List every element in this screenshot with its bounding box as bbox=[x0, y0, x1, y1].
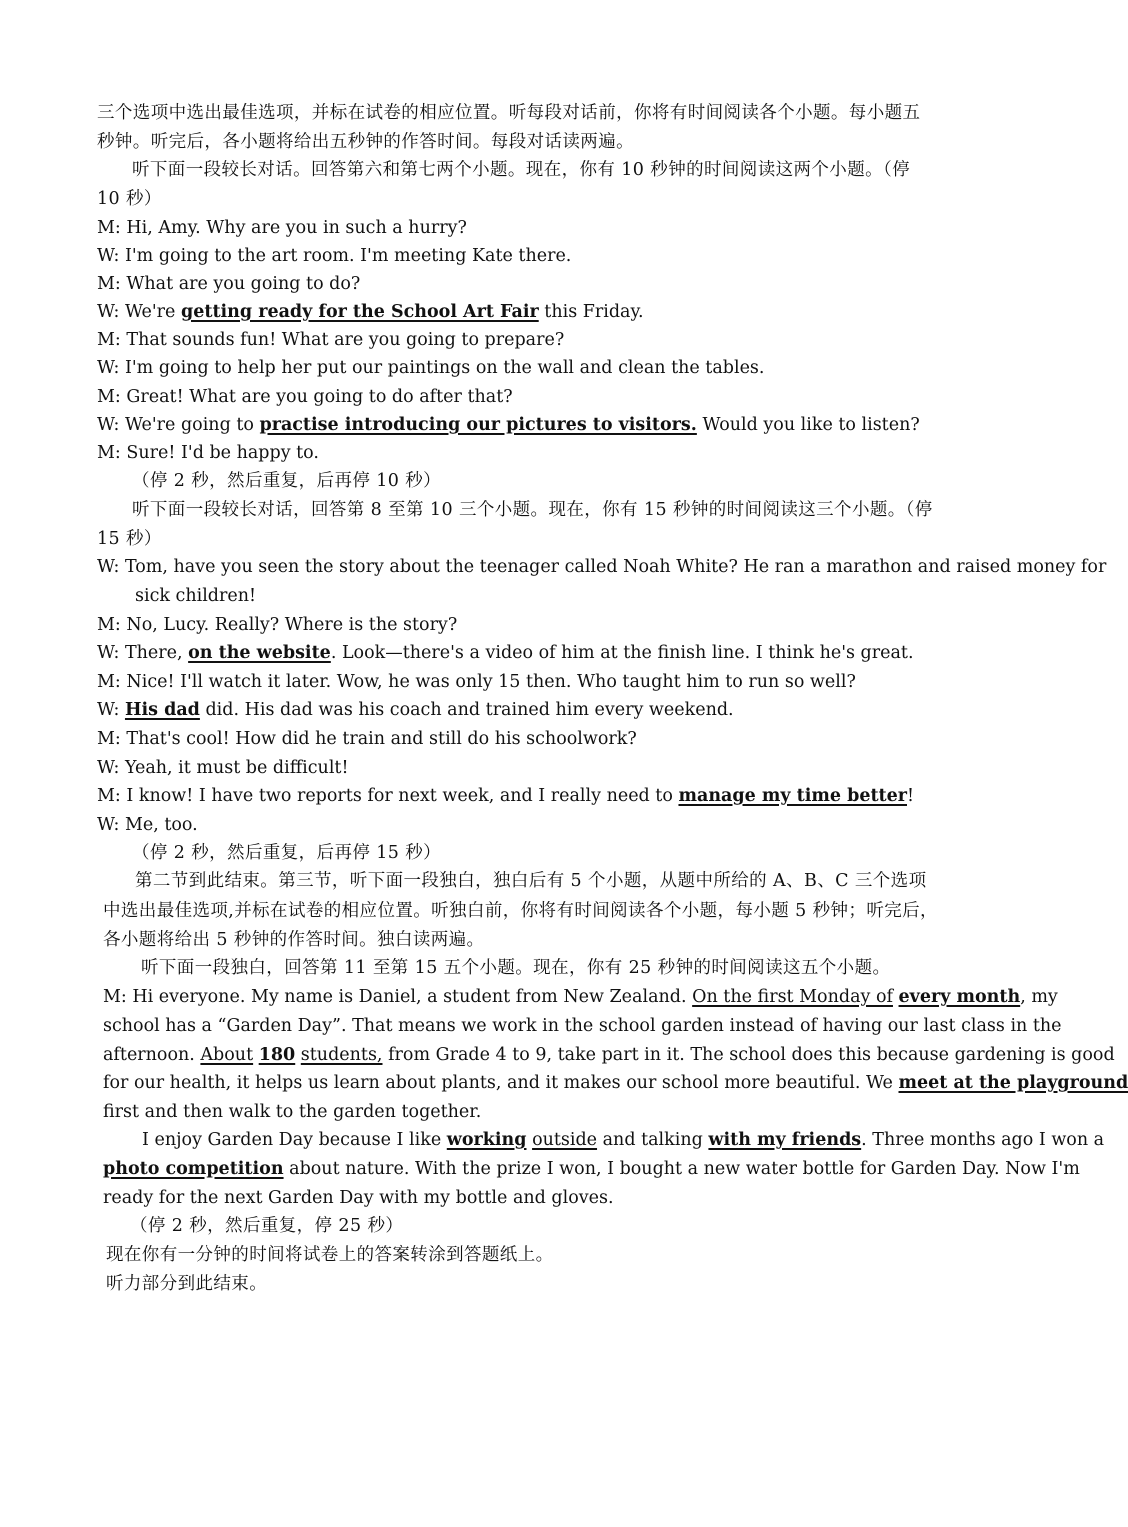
monologue-line bbox=[103, 983, 1058, 1011]
dialogue-text: Hi, Amy. Why are you in such a hurry? bbox=[126, 218, 467, 238]
monologue-text: M: Hi everyone. My name is Daniel, a student from New Zealand. bbox=[103, 987, 687, 1007]
answer-highlight: outside bbox=[532, 1130, 598, 1150]
dialogue2-line bbox=[97, 782, 987, 810]
answer-highlight: getting ready for the School Art Fair bbox=[180, 302, 539, 322]
speaker-label: W: bbox=[97, 815, 120, 835]
pause-instruction-2: （停 2 秒，然后重复，后再停 15 秒） bbox=[132, 843, 442, 863]
speaker-label: M: bbox=[97, 672, 121, 692]
monologue-text: afternoon. bbox=[103, 1045, 195, 1065]
dialogue2-line bbox=[135, 582, 1025, 610]
speaker-label: W: bbox=[97, 415, 120, 435]
speaker-label: W: bbox=[97, 643, 120, 663]
monologue-line bbox=[142, 1126, 1105, 1154]
dialogue-text: Great! What are you going to do after that? bbox=[126, 387, 513, 407]
section3-instructions-line-2: 中选出最佳选项,并标在试卷的相应位置。听独白前，你将有时间阅读各个小题，每小题 5 秒钟；听完后， bbox=[103, 901, 938, 921]
monologue-line bbox=[103, 1069, 1128, 1097]
dialogue2-line bbox=[97, 668, 987, 696]
intro-line-2: 秒钟。听完后，各小题将给出五秒钟的作答时间。每段对话读两遍。 bbox=[97, 132, 634, 152]
answer-highlight: practise introducing our pictures to visitors. bbox=[259, 415, 697, 435]
monologue-line: school has a “Garden Day”. That means we work in the school garden instead of having our last class in the bbox=[103, 1016, 1062, 1036]
dialogue-text: We're bbox=[124, 302, 176, 322]
dialogue-text: There, bbox=[124, 643, 183, 663]
dialogue2-line bbox=[97, 639, 987, 667]
speaker-label: M: bbox=[97, 218, 121, 238]
speaker-label: W: bbox=[97, 246, 120, 266]
dialogue-text: Nice! I'll watch it later. Wow, he was only 15 then. Who taught him to run so well? bbox=[126, 672, 856, 692]
dialogue2-line bbox=[97, 553, 1107, 581]
monologue-line: ready for the next Garden Day with my bottle and gloves. bbox=[103, 1188, 614, 1208]
answer-highlight: On the first Monday of bbox=[692, 987, 893, 1007]
speaker-label: M: bbox=[97, 443, 121, 463]
dialogue-text: did. His dad was his coach and trained him every weekend. bbox=[205, 700, 734, 720]
dialogue-text: That sounds fun! What are you going to prepare? bbox=[126, 330, 565, 350]
answer-highlight: working bbox=[446, 1130, 527, 1150]
monologue-text: . Three months ago I won a bbox=[861, 1130, 1105, 1150]
closing-line-2: 听力部分到此结束。 bbox=[106, 1274, 268, 1294]
monologue-line bbox=[103, 1155, 1080, 1183]
dialogue1-line bbox=[97, 383, 987, 411]
dialogue-text: sick children! bbox=[135, 586, 257, 606]
answer-highlight: with my friends bbox=[708, 1130, 862, 1150]
answer-highlight: students, bbox=[300, 1045, 383, 1065]
answer-highlight: 180 bbox=[258, 1045, 296, 1065]
monologue-text: from Grade 4 to 9, take part in it. The school does this because gardening is good bbox=[388, 1045, 1115, 1065]
answer-highlight: every month bbox=[898, 987, 1021, 1007]
answer-highlight: About bbox=[200, 1045, 254, 1065]
speaker-label: W: bbox=[97, 302, 120, 322]
dialogue-text: ! bbox=[907, 786, 915, 806]
monologue-text: I enjoy Garden Day because I like bbox=[142, 1130, 442, 1150]
section6-instructions-line-1: 听下面一段较长对话。回答第六和第七两个小题。现在，你有 10 秒钟的时间阅读这两个小题。（停 bbox=[132, 160, 911, 180]
dialogue-text: I'm going to help her put our paintings on the wall and clean the tables. bbox=[124, 358, 765, 378]
section11-instructions: 听下面一段独白，回答第 11 至第 15 五个小题。现在，你有 25 秒钟的时间阅读这五个小题。 bbox=[141, 958, 891, 978]
dialogue1-line bbox=[97, 270, 987, 298]
monologue-text: , my bbox=[1020, 987, 1058, 1007]
speaker-label: W: bbox=[97, 358, 120, 378]
monologue-text: for our health, it helps us learn about plants, and it makes our school more beautiful. We bbox=[103, 1073, 893, 1093]
section3-instructions-line-1: 第二节到此结束。第三节，听下面一段独白，独白后有 5 个小题，从题中所给的 A、B、C 三个选项 bbox=[135, 871, 927, 891]
dialogue1-line bbox=[97, 214, 987, 242]
answer-highlight: photo competition bbox=[103, 1159, 284, 1179]
dialogue-text: No, Lucy. Really? Where is the story? bbox=[126, 615, 458, 635]
monologue-text: and talking bbox=[602, 1130, 703, 1150]
speaker-label: M: bbox=[97, 729, 121, 749]
dialogue1-line bbox=[97, 242, 987, 270]
section3-instructions-line-3: 各小题将给出 5 秒钟的作答时间。独白读两遍。 bbox=[103, 930, 485, 950]
speaker-label: W: bbox=[97, 758, 120, 778]
speaker-label: M: bbox=[97, 274, 121, 294]
dialogue-text: I'm going to the art room. I'm meeting Kate there. bbox=[124, 246, 572, 266]
monologue-line: first and then walk to the garden together. bbox=[103, 1102, 482, 1122]
dialogue1-line bbox=[97, 298, 987, 326]
dialogue1-line bbox=[97, 411, 987, 439]
pause-instruction-3: （停 2 秒，然后重复，停 25 秒） bbox=[130, 1216, 404, 1236]
dialogue2-line bbox=[97, 611, 987, 639]
closing-line-1: 现在你有一分钟的时间将试卷上的答案转涂到答题纸上。 bbox=[106, 1245, 554, 1265]
dialogue-text: We're going to bbox=[124, 415, 254, 435]
dialogue2-line bbox=[97, 754, 987, 782]
speaker-label: M: bbox=[97, 387, 121, 407]
answer-highlight: manage my time better bbox=[678, 786, 907, 806]
monologue-line bbox=[103, 1041, 1115, 1069]
dialogue-text: Yeah, it must be difficult! bbox=[124, 758, 349, 778]
pause-instruction-1: （停 2 秒，然后重复，后再停 10 秒） bbox=[132, 471, 442, 491]
dialogue-text: . Look—there's a video of him at the finish line. I think he's great. bbox=[330, 643, 914, 663]
answer-highlight: on the website bbox=[188, 643, 331, 663]
dialogue2-line bbox=[97, 811, 987, 839]
dialogue1-line bbox=[97, 326, 987, 354]
speaker-label: M: bbox=[97, 786, 121, 806]
speaker-label: W: bbox=[97, 700, 120, 720]
dialogue-text: Would you like to listen? bbox=[702, 415, 920, 435]
dialogue-text: Tom, have you seen the story about the teenager called Noah White? He ran a marathon and raised money for bbox=[124, 557, 1107, 577]
speaker-label: M: bbox=[97, 615, 121, 635]
section8-instructions-line-2: 15 秒） bbox=[97, 529, 162, 549]
monologue-text: about nature. With the prize I won, I bought a new water bottle for Garden Day. Now I'm bbox=[289, 1159, 1080, 1179]
section8-instructions-line-1: 听下面一段较长对话，回答第 8 至第 10 三个小题。现在，你有 15 秒钟的时间阅读这三个小题。（停 bbox=[132, 500, 933, 520]
dialogue1-line bbox=[97, 439, 987, 467]
dialogue1-line bbox=[97, 354, 987, 382]
answer-highlight: meet at the playground bbox=[898, 1073, 1128, 1093]
dialogue-text: That's cool! How did he train and still do his schoolwork? bbox=[126, 729, 637, 749]
dialogue2-line bbox=[97, 696, 987, 724]
dialogue-text: this Friday. bbox=[544, 302, 644, 322]
answer-highlight: His dad bbox=[124, 700, 200, 720]
dialogue-text: What are you going to do? bbox=[126, 274, 361, 294]
dialogue2-line bbox=[97, 725, 987, 753]
dialogue-text: I know! I have two reports for next week, and I really need to bbox=[126, 786, 673, 806]
section6-instructions-line-2: 10 秒） bbox=[97, 189, 162, 209]
dialogue-text: Sure! I'd be happy to. bbox=[126, 443, 319, 463]
speaker-label: M: bbox=[97, 330, 121, 350]
intro-line-1: 三个选项中选出最佳选项，并标在试卷的相应位置。听每段对话前，你将有时间阅读各个小题。每小题五 bbox=[97, 103, 921, 123]
dialogue-text: Me, too. bbox=[124, 815, 198, 835]
speaker-label: W: bbox=[97, 557, 120, 577]
